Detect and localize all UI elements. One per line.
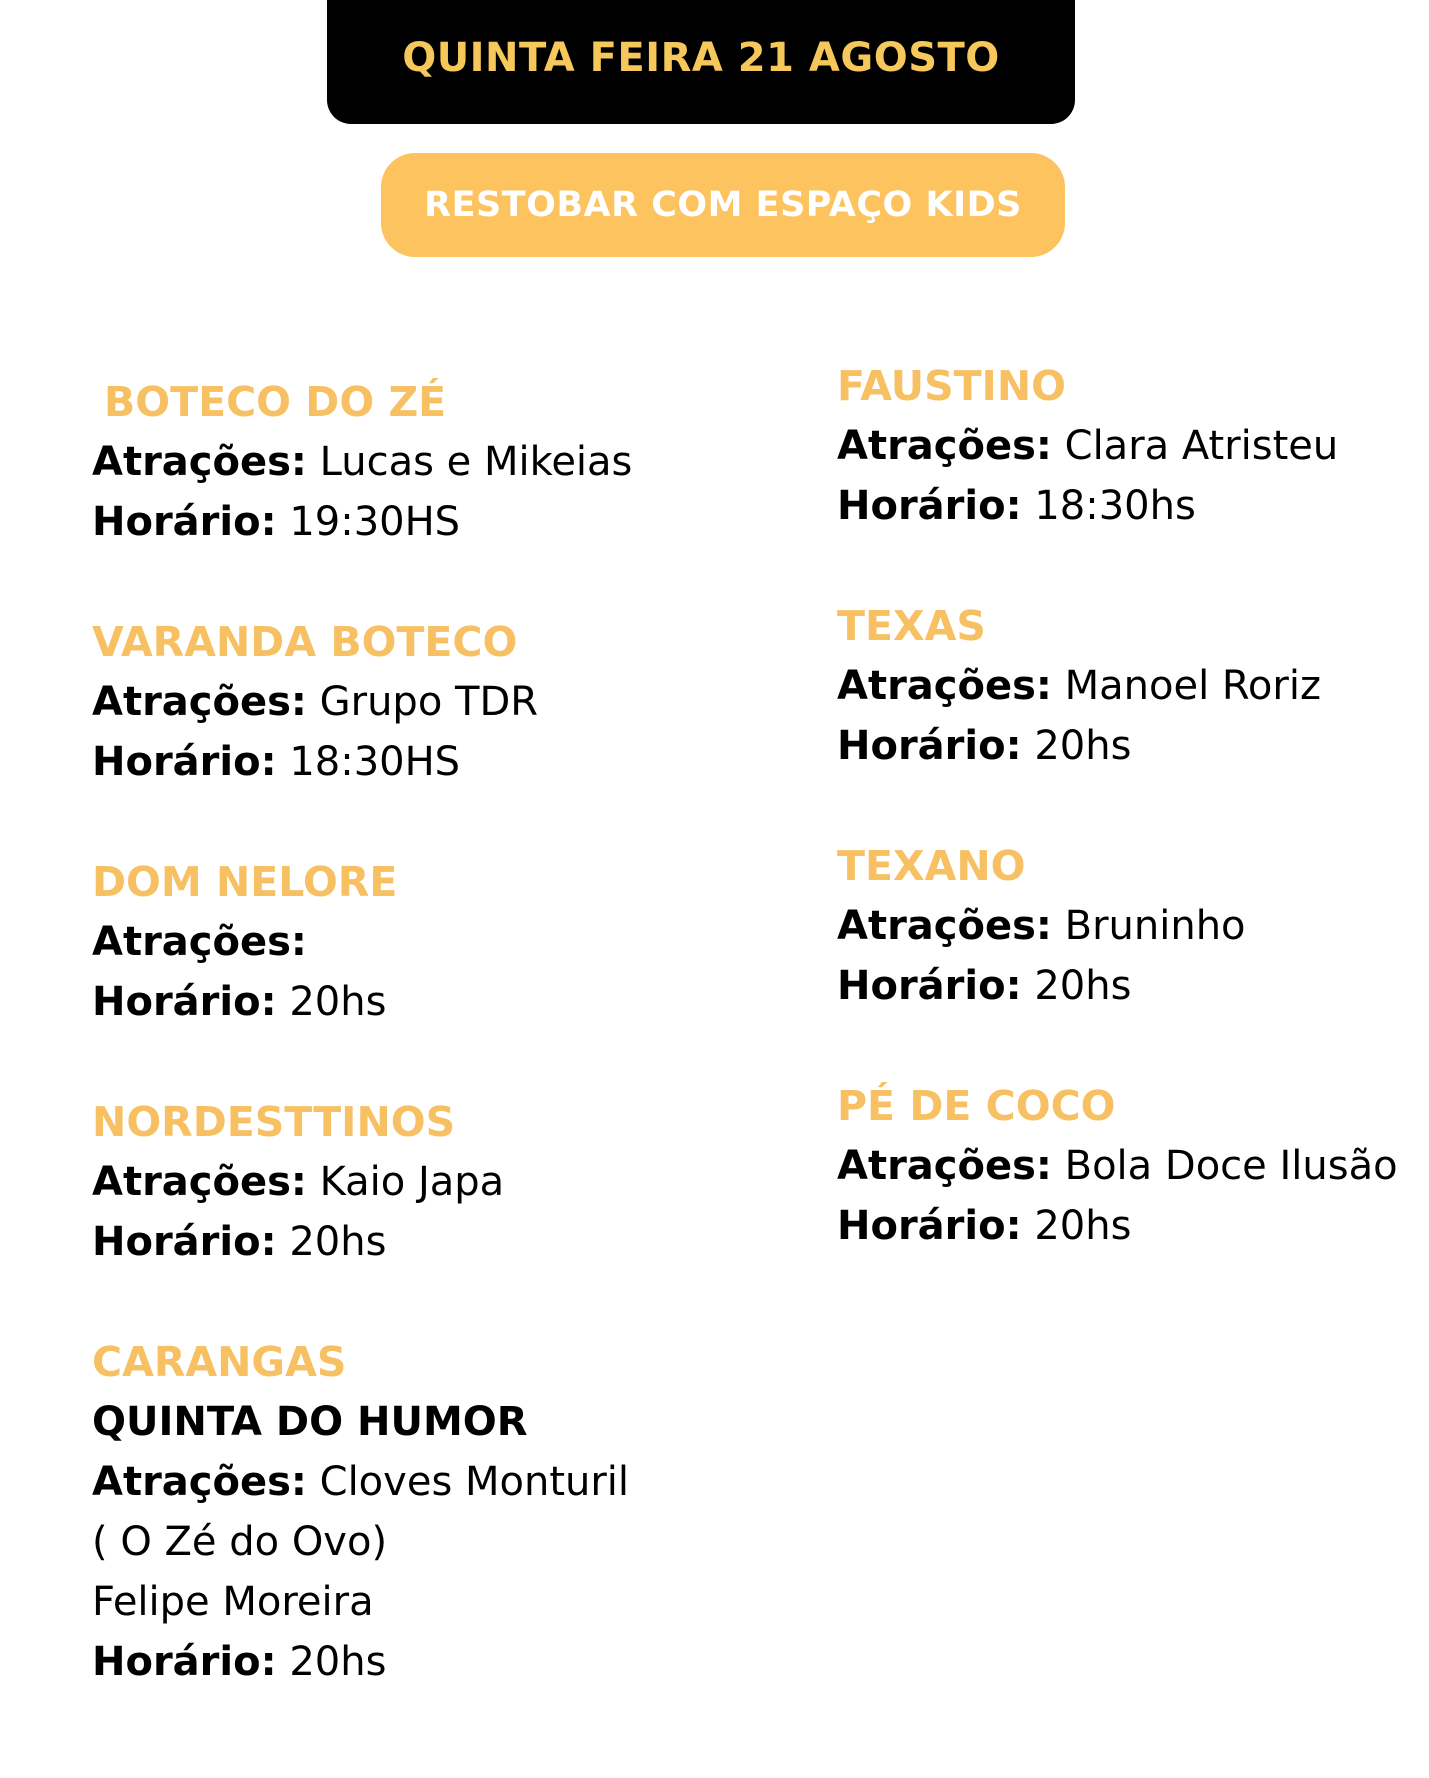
time-line (92, 492, 632, 552)
attractions-value: Grupo TDR (319, 679, 539, 725)
attractions-extra-line: Felipe Moreira (92, 1579, 374, 1625)
time-value: 20hs (289, 1639, 387, 1685)
venue-card (92, 1332, 629, 1692)
time-line (92, 1212, 504, 1272)
venue-card-details (92, 432, 632, 552)
subtitle-text: RESTOBAR COM ESPAÇO KIDS (424, 185, 1022, 225)
time-line (837, 716, 1321, 776)
venue-name: CARANGAS (92, 1338, 347, 1386)
event-title: QUINTA DO HUMOR (92, 1399, 528, 1445)
attractions-label: Atrações: (837, 423, 1052, 469)
time-value: 20hs (1034, 963, 1132, 1009)
venue-name: PÉ DE COCO (837, 1082, 1116, 1130)
header-banner (327, 0, 1075, 124)
time-label: Horário: (92, 979, 277, 1025)
subtitle-pill (381, 153, 1065, 257)
venue-name: NORDESTTINOS (92, 1098, 456, 1146)
attractions-value: Lucas e Mikeias (319, 439, 633, 485)
attractions-label: Atrações: (837, 903, 1052, 949)
attractions-label: Atrações: (92, 439, 307, 485)
time-label: Horário: (92, 499, 277, 545)
time-value: 20hs (289, 979, 387, 1025)
venue-card (92, 852, 397, 1032)
venue-card (837, 836, 1246, 1016)
time-label: Horário: (92, 739, 277, 785)
time-label: Horário: (837, 963, 1022, 1009)
attractions-line (837, 896, 1246, 956)
attractions-line (92, 432, 632, 492)
venue-card (92, 612, 538, 792)
time-label: Horário: (92, 1639, 277, 1685)
attractions-value: Clara Atristeu (1064, 423, 1339, 469)
attractions-label: Atrações: (837, 663, 1052, 709)
venue-name: FAUSTINO (837, 362, 1066, 410)
time-label: Horário: (837, 1203, 1022, 1249)
attractions-line (837, 416, 1338, 476)
time-value: 20hs (289, 1219, 387, 1265)
attractions-value: Cloves Monturil (319, 1459, 630, 1505)
time-line (92, 972, 397, 1032)
attractions-value: Manoel Roriz (1064, 663, 1321, 709)
time-line (837, 1196, 1398, 1256)
venue-card (837, 356, 1338, 536)
time-line (837, 956, 1246, 1016)
attractions-label: Atrações: (92, 919, 307, 965)
attractions-value: Bruninho (1064, 903, 1246, 949)
time-label: Horário: (837, 483, 1022, 529)
attractions-line (837, 656, 1321, 716)
time-line (92, 1632, 629, 1692)
attractions-label: Atrações: (837, 1143, 1052, 1189)
time-value: 20hs (1034, 723, 1132, 769)
time-value: 20hs (1034, 1203, 1132, 1249)
venue-card (92, 1092, 504, 1272)
venue-name: VARANDA BOTECO (92, 618, 518, 666)
attractions-line (92, 672, 538, 732)
time-line (837, 476, 1338, 536)
attractions-extra-line: ( O Zé do Ovo) (92, 1519, 388, 1565)
venue-name: TEXAS (837, 602, 986, 650)
venue-name: BOTECO DO ZÉ (104, 378, 447, 426)
venue-card (837, 1076, 1398, 1256)
attractions-line (92, 1152, 504, 1212)
venue-card (837, 596, 1321, 776)
attractions-label: Atrações: (92, 679, 307, 725)
attractions-line (837, 1136, 1398, 1196)
time-value: 19:30HS (289, 499, 461, 545)
venue-name: TEXANO (837, 842, 1026, 890)
date-title: QUINTA FEIRA 21 AGOSTO (402, 35, 1000, 81)
time-label: Horário: (837, 723, 1022, 769)
attractions-label: Atrações: (92, 1459, 307, 1505)
time-line (92, 732, 538, 792)
attractions-line (92, 1452, 629, 1512)
attractions-value: Kaio Japa (319, 1159, 505, 1205)
time-label: Horário: (92, 1219, 277, 1265)
attractions-label: Atrações: (92, 1159, 307, 1205)
time-value: 18:30HS (289, 739, 461, 785)
attractions-value: Bola Doce Ilusão (1064, 1143, 1398, 1189)
venue-card (104, 372, 446, 432)
time-value: 18:30hs (1034, 483, 1196, 529)
venue-name: DOM NELORE (92, 858, 398, 906)
attractions-line (92, 912, 397, 972)
